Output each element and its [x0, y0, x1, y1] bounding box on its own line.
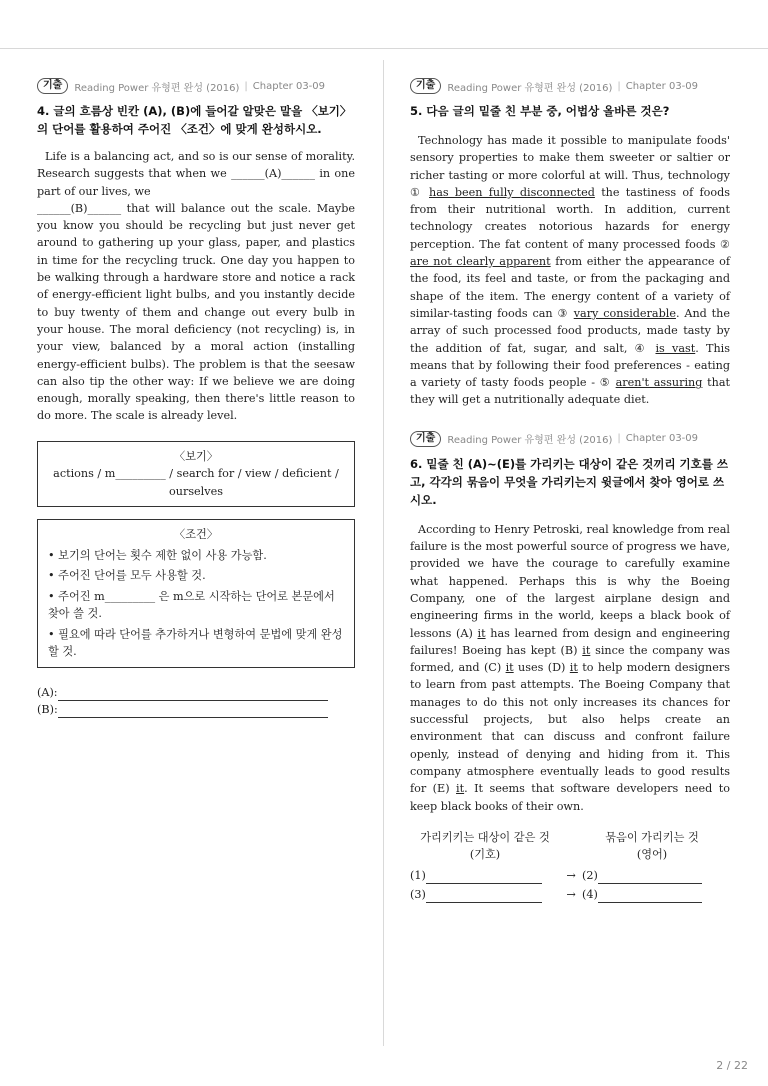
answer-b-label: (B):	[37, 702, 58, 716]
answer-a-line	[37, 684, 355, 701]
passage-text: . This means that by following their food preferences - eating a variety of tasty foods people - ⑤	[410, 341, 730, 390]
answer-input-1[interactable]	[426, 871, 542, 884]
answer-row	[410, 886, 730, 903]
passage-text: . And the array of such processed food products, made tasty by the addition of fat, sugar, and salt, ④	[410, 306, 731, 355]
underlined-choice-2: are not clearly apparent	[410, 255, 551, 269]
passage-text: the tastiness of foods from their nutritional worth. In addition, current technology creates notorious hazards for energy perception. The fat content of many processed foods ②	[410, 185, 730, 251]
answer-input-2[interactable]	[598, 871, 702, 884]
answer-a-input[interactable]	[58, 688, 328, 701]
gichul-badge: 기출	[37, 78, 68, 94]
passage-text: uses (D)	[513, 661, 570, 675]
underlined-choice-1: has been fully disconnected	[429, 185, 595, 199]
passage	[410, 132, 730, 409]
passage-text: that they will get a nutritionally adequate diet.	[410, 376, 730, 407]
column-divider	[383, 60, 384, 1046]
bogi-box	[37, 441, 355, 508]
page-number: 2 / 22	[716, 1059, 748, 1072]
question-5	[410, 78, 730, 409]
source-tagline	[37, 78, 355, 94]
source-book: Reading Power 유형편 완성 (2016)	[447, 435, 613, 447]
gichul-badge: 기출	[410, 431, 441, 447]
jogeon-item: • 주어진 단어를 모두 사용할 것.	[48, 569, 206, 583]
source-book: Reading Power 유형편 완성 (2016)	[447, 82, 613, 94]
answer-table-header	[410, 829, 730, 863]
source-book: Reading Power 유형편 완성 (2016)	[74, 82, 240, 94]
underlined-it-a: it	[477, 626, 486, 640]
header-left-line1: 가리키키는 대상이 같은 것	[420, 830, 550, 844]
separator: |	[244, 80, 248, 92]
underlined-it-e: it	[456, 782, 465, 796]
answer-row	[410, 867, 730, 884]
header-right-line1: 묶음이 가리키는 것	[605, 830, 699, 844]
answer-b-input[interactable]	[58, 705, 328, 718]
underlined-it-d: it	[569, 661, 578, 675]
right-column	[410, 78, 730, 903]
jogeon-title: 〈조건〉	[174, 528, 218, 542]
blank-a: ______(A)______	[231, 167, 315, 181]
underlined-it-b: it	[582, 643, 591, 657]
row-label: (2)	[582, 868, 598, 882]
passage	[410, 521, 730, 815]
blank-b: ______(B)______	[37, 201, 122, 215]
underlined-choice-3: vary considerable	[573, 306, 676, 320]
answer-area	[37, 684, 355, 718]
passage-text: Life is a balancing act, and so is our sense of morality. Research suggests that when we	[37, 150, 355, 181]
passage-text: has learned from design and engineering failures! Boeing has kept (B)	[410, 626, 730, 657]
header-rule	[0, 48, 768, 49]
gichul-badge: 기출	[410, 78, 441, 94]
bogi-title: 〈보기〉	[174, 449, 218, 463]
question-6	[410, 431, 730, 903]
question-title: 5. 다음 글의 밑줄 친 부분 중, 어법상 올바른 것은?	[410, 104, 670, 118]
answer-input-4[interactable]	[598, 890, 702, 903]
row-label: (1)	[410, 868, 426, 882]
passage-text: since the company was formed, and (C)	[410, 643, 730, 675]
question-title: 4. 글의 흐름상 빈칸 (A), (B)에 들어갈 알맞은 말을 〈보기〉의 단어를 활용하여 주어진 〈조건〉에 맞게 완성하시오.	[37, 104, 352, 136]
header-left	[410, 829, 560, 863]
jogeon-item: • 보기의 단어는 횟수 제한 없이 사용 가능함.	[48, 548, 267, 562]
source-chapter: Chapter 03-09	[625, 80, 699, 92]
source-chapter: Chapter 03-09	[252, 80, 326, 92]
passage-text: from either the appearance of the food, its feel and taste, or from the packaging and shape of the item. The energy content of a variety of similar-tasting foods can ③	[410, 255, 730, 320]
header-left-line2: (기호)	[469, 847, 501, 861]
answer-a-label: (A):	[37, 685, 58, 699]
passage-text: that will balance out the scale. Maybe you know you should be recycling but just never get around to gathering up your glass, paper, and plastics in time for the recycling truck. One day you happen to be walking through a hardware store and notice a rack of energy-efficient light bulbs, and you instantly decide to buy twenty of them and change out every bulb in your house. The moral deficiency (not recycling) is, in your view, balanced by a moral action (installing energy-efficient bulbs). The problem is that the seesaw can also tip the other way: If we believe we are doing enough, morally speaking, then there's little reason to do more. The scale is already level.	[37, 201, 355, 423]
question-title: 6. 밑줄 친 (A)~(E)를 가리키는 대상이 같은 것끼리 기호를 쓰고, 각각의 묶음이 무엇을 가리키는지 윗글에서 찾아 영어로 쓰시오.	[410, 456, 728, 507]
header-right-line2: (영어)	[636, 847, 668, 861]
separator: |	[617, 80, 621, 92]
underlined-choice-4: is vast	[655, 341, 696, 355]
bogi-words: actions / m_________ / search for / view / deficient / ourselves	[53, 467, 339, 498]
jogeon-box	[37, 519, 355, 668]
row-label: (3)	[410, 887, 426, 901]
underlined-choice-5: aren't assuring	[615, 376, 703, 390]
row-label: (4)	[582, 887, 598, 901]
arrow-icon: →	[566, 868, 576, 882]
separator: |	[617, 433, 621, 445]
answer-b-line	[37, 701, 355, 718]
jogeon-item: • 필요에 따라 단어를 추가하거나 변형하여 문법에 맞게 완성할 것.	[48, 627, 343, 659]
source-tagline	[410, 78, 730, 94]
jogeon-item: • 주어진 m_________ 은 m으로 시작하는 단어로 본문에서 찾아 쓸 것.	[48, 589, 335, 621]
passage-text: . It seems that software developers need to keep black books of their own.	[410, 782, 731, 813]
passage-text: According to Henry Petroski, real knowledge from real failure is the most powerful source of progress we have, provided we have the courage to carefully examine what happened. Perhaps this is why the Boeing Company, one of the largest airplane design and engineering firms in the world, keeps a black book of lessons (A)	[410, 522, 730, 640]
underlined-it-c: it	[505, 661, 514, 675]
answer-table	[410, 829, 730, 903]
source-tagline	[410, 431, 730, 447]
passage-text: in one part of our lives, we	[37, 167, 355, 198]
arrow-icon: →	[566, 887, 576, 901]
answer-input-3[interactable]	[426, 890, 542, 903]
header-right	[582, 829, 722, 863]
passage	[37, 148, 355, 425]
passage-text: Technology has made it possible to manipulate foods' sensory properties to make them sweeter or saltier or richer tasting or more colorful at will. Thus, technology ①	[410, 134, 730, 199]
question-4	[37, 78, 355, 718]
source-chapter: Chapter 03-09	[625, 433, 699, 445]
passage-text: to help modern designers to learn from past attempts. The Boeing Company that manages to do this not only increases its chances for successful projects, but also helps create an environment that can discuss and confront failure openly, instead of denying and hiding from it. This company atmosphere eventually leads to good results for (E)	[410, 661, 730, 796]
